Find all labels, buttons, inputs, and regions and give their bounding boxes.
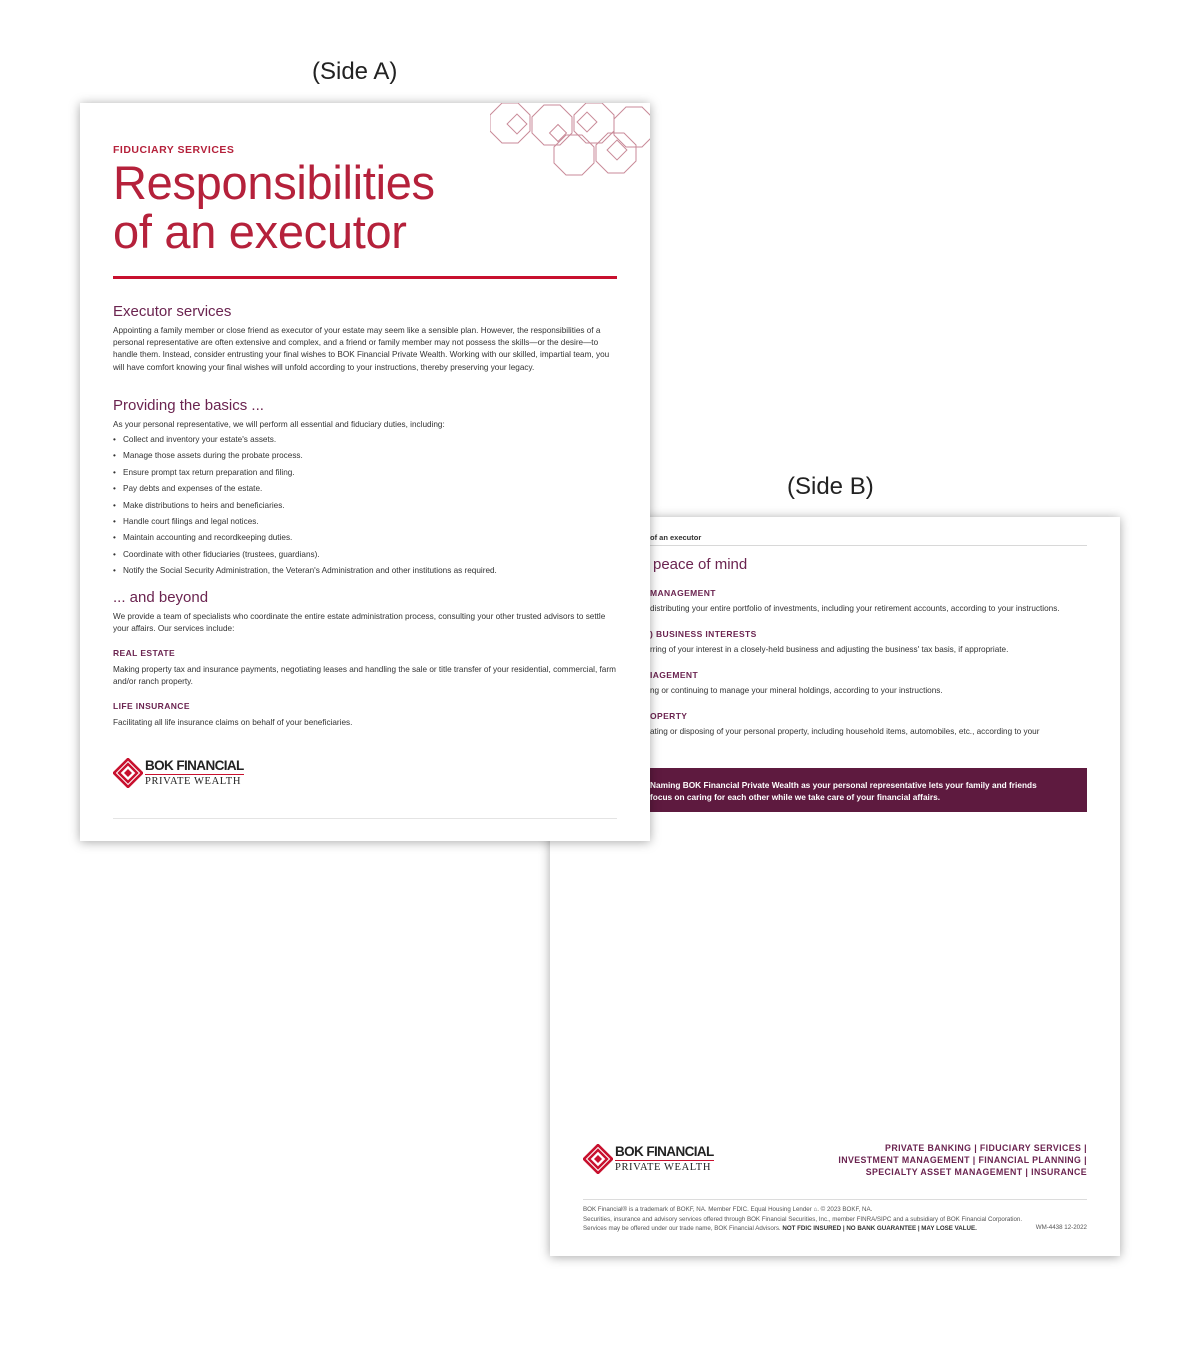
- title-line-1: Responsibilities: [113, 156, 435, 209]
- side-a-label: (Side A): [312, 58, 398, 85]
- legal-disclaimer: [583, 1205, 1088, 1234]
- side-b-heading: peace of mind: [653, 556, 748, 573]
- side-b-section-title: IAGEMENT: [650, 670, 699, 680]
- real-estate-title: REAL ESTATE: [113, 648, 176, 658]
- eyebrow-label: FIDUCIARY SERVICES: [113, 144, 235, 156]
- logo-wordmark: BOK FINANCIAL: [615, 1143, 714, 1159]
- list-item: • Collect and inventory your estate's assets.: [113, 434, 618, 450]
- services-list: [838, 1142, 1087, 1178]
- real-estate-body: Making property tax and insurance payments, negotiating leases and handling the sale or title transfer of your residential, commercial, farm and/or ranch property.: [113, 665, 616, 687]
- side-b-section-title: OPERTY: [650, 711, 688, 721]
- quote-line-2: focus on caring for each other while we take care of your financial affairs.: [650, 792, 941, 802]
- side-b-section-title: MANAGEMENT: [650, 588, 716, 598]
- bok-logo-icon: [113, 758, 143, 788]
- disclaimer-warning: NOT FDIC INSURED | NO BANK GUARANTEE | MAY LOSE VALUE.: [782, 1225, 977, 1232]
- services-line-1: PRIVATE BANKING | FIDUCIARY SERVICES |: [885, 1143, 1087, 1153]
- logo-tagline: PRIVATE WEALTH: [615, 1161, 712, 1173]
- life-insurance-title: LIFE INSURANCE: [113, 701, 190, 711]
- side-a-logo: [113, 758, 244, 788]
- services-line-3: SPECIALTY ASSET MANAGEMENT | INSURANCE: [865, 1167, 1087, 1177]
- side-b-footer-rule: [583, 1199, 1087, 1200]
- title-rule: [113, 276, 617, 279]
- basics-heading: Providing the basics ...: [113, 397, 264, 414]
- geometric-pattern-icon: [490, 103, 650, 178]
- side-b-section-title: ) BUSINESS INTERESTS: [650, 629, 757, 639]
- side-b-section-body: ng or continuing to manage your mineral holdings, according to your instructions.: [650, 686, 943, 695]
- list-item: • Manage those assets during the probate process.: [113, 450, 618, 466]
- basics-intro: As your personal representative, we will perform all essential and fiduciary duties, including:: [113, 420, 445, 429]
- list-item: • Notify the Social Security Administration, the Veteran's Administration and other institutions as required.: [113, 565, 618, 581]
- side-b-header-rule: [650, 545, 1087, 546]
- services-line-2: INVESTMENT MANAGEMENT | FINANCIAL PLANNING |: [838, 1155, 1087, 1165]
- quote-line-1: Naming BOK Financial Private Wealth as your personal representative lets your family and friends: [650, 780, 1037, 790]
- list-item: • Ensure prompt tax return preparation and filing.: [113, 467, 618, 483]
- side-b-section-body: distributing your entire portfolio of investments, including your retirement accounts, according to your instructions.: [650, 604, 1060, 613]
- title-line-2: of an executor: [113, 205, 407, 258]
- executor-services-body: Appointing a family member or close friend as executor of your estate may seem like a sensible plan. However, the responsibilities of a personal representative are often extensive and complex, and a friend or family member may not possess the skills—or the desire—to handle them. Instead, consider entrusting your final wishes to BOK Financial Private Wealth. Working with our skilled, impartial team, you will have comfort knowing your final wishes will unfold according to your instructions, thereby preserving your legacy.: [113, 326, 610, 372]
- list-item: • Pay debts and expenses of the estate.: [113, 483, 618, 499]
- page-title: [113, 158, 435, 256]
- logo-wordmark: BOK FINANCIAL: [145, 757, 244, 773]
- list-item: • Maintain accounting and recordkeeping duties.: [113, 532, 618, 548]
- list-item: • Handle court filings and legal notices.: [113, 516, 618, 532]
- logo-tagline: PRIVATE WEALTH: [145, 775, 242, 787]
- side-b-label: (Side B): [787, 473, 874, 500]
- side-b-logo: [583, 1144, 714, 1174]
- executor-services-heading: Executor services: [113, 303, 232, 320]
- bok-logo-icon: [583, 1144, 613, 1174]
- side-b-running-header: of an executor: [650, 533, 702, 542]
- list-item: • Make distributions to heirs and beneficiaries.: [113, 500, 618, 516]
- disclaimer-line-3: Services may be offered under our trade name, BOK Financial Advisors.: [583, 1225, 781, 1232]
- beyond-intro: We provide a team of specialists who coordinate the entire estate administration process, consulting your other trusted advisors to settle your affairs. Our services include:: [113, 612, 606, 634]
- disclaimer-line-1: BOK Financial® is a trademark of BOKF, NA. Member FDIC. Equal Housing Lender ⌂. © 2023 BOKF, NA.: [583, 1206, 873, 1213]
- beyond-heading: ... and beyond: [113, 589, 209, 606]
- duties-list: [113, 434, 618, 582]
- disclaimer-line-2: Securities, insurance and advisory services offered through BOK Financial Securities, Inc., member FINRA/SIPC and a subsidiary of BOK Financial Corporation.: [583, 1215, 1023, 1223]
- list-item: • Coordinate with other fiduciaries (trustees, guardians).: [113, 549, 618, 565]
- document-code: WM-4438 12-2022: [1035, 1224, 1087, 1231]
- quote-text: [650, 779, 1070, 803]
- side-b-section-body: rring of your interest in a closely-held business and adjusting the business' tax basis, if appropriate.: [650, 645, 1009, 654]
- side-b-section-body: ating or disposing of your personal property, including household items, automobiles, etc., according to your: [650, 727, 1040, 736]
- side-a-page: [80, 103, 650, 841]
- side-a-footer-rule: [113, 818, 617, 819]
- life-insurance-body: Facilitating all life insurance claims on behalf of your beneficiaries.: [113, 718, 353, 727]
